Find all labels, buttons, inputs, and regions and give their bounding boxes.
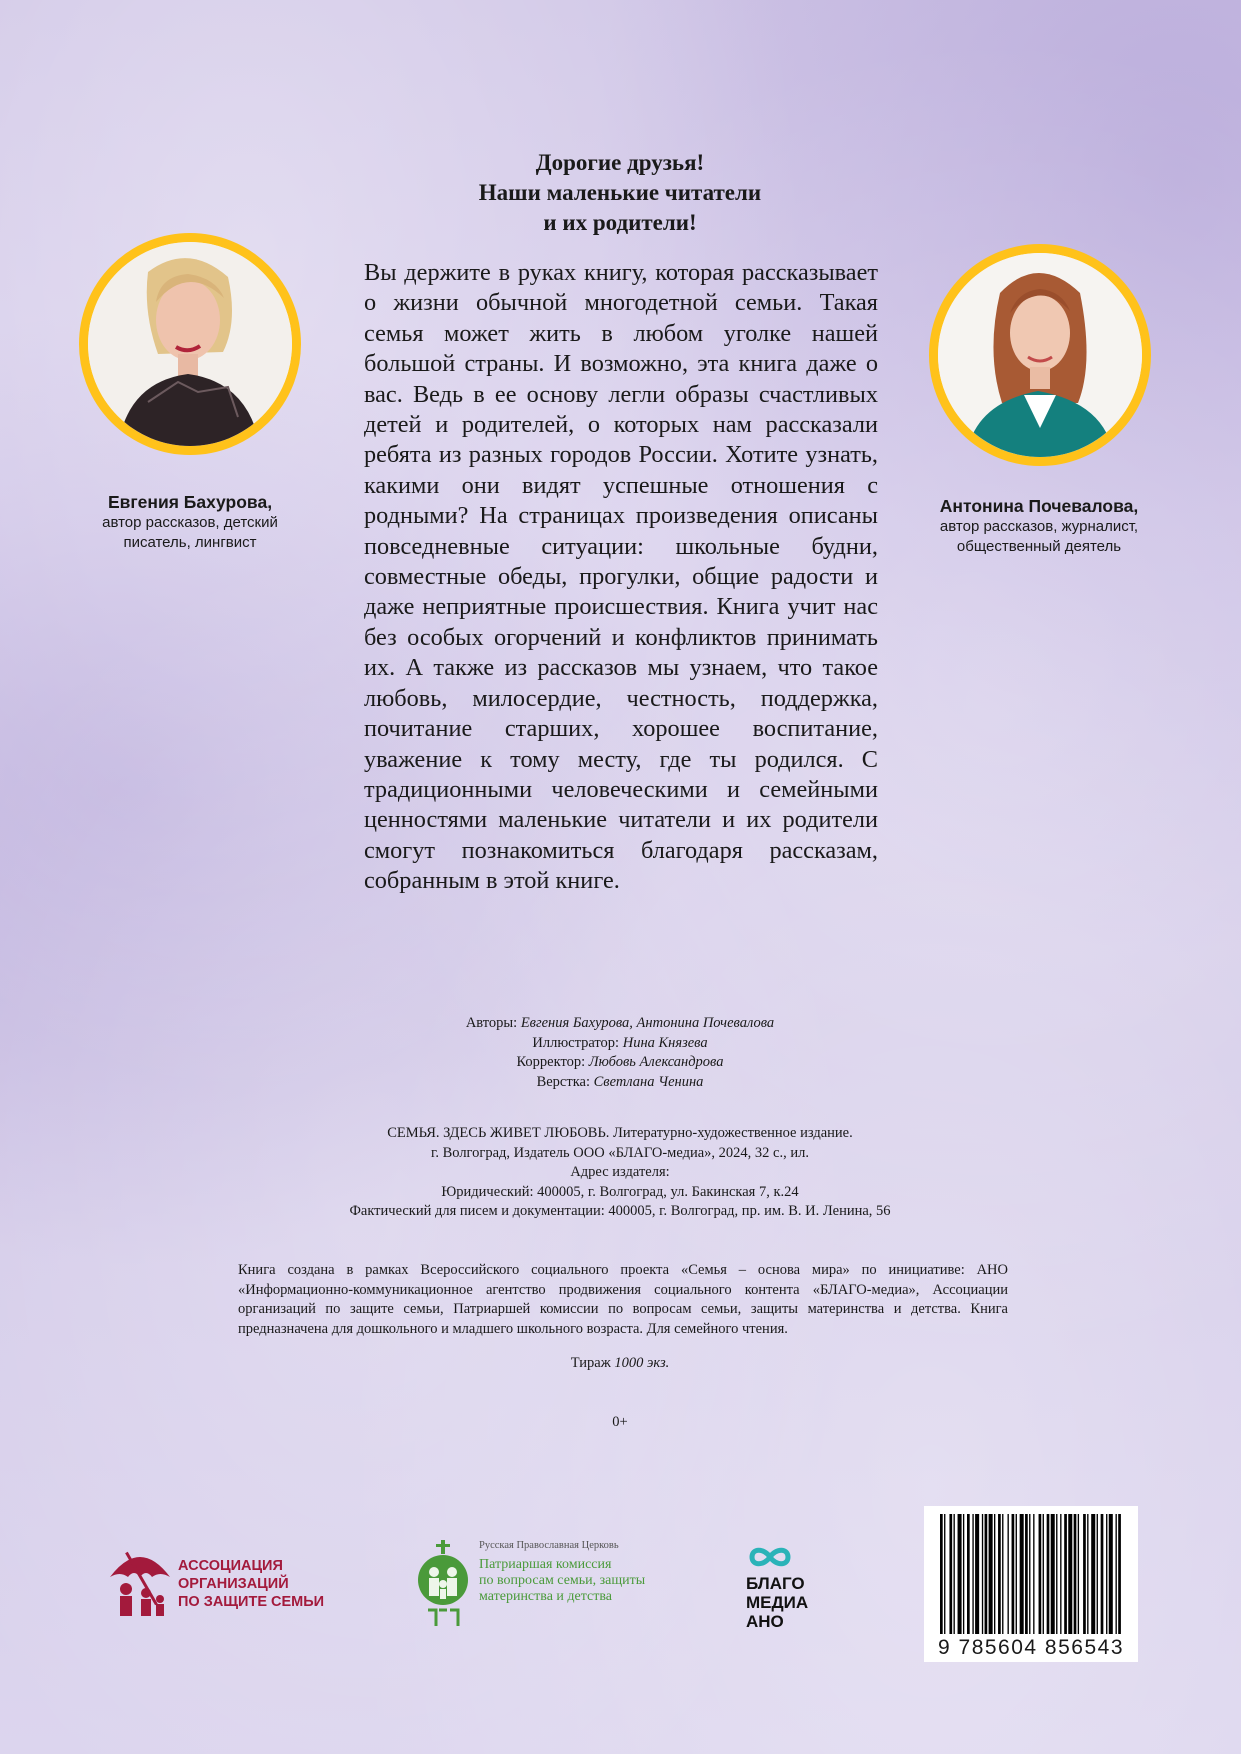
author-role: общественный деятель (956, 537, 1122, 555)
credit-line (320, 1053, 920, 1073)
author-name: Антонина Почевалова, (939, 496, 1139, 516)
credit-value: Любовь Александрова (588, 1054, 724, 1070)
association-name (178, 1557, 324, 1611)
author-name: Евгения Бахурова, (107, 492, 273, 512)
commission-name (479, 1557, 645, 1605)
credit-label: Верстка: (536, 1073, 594, 1090)
imprint-line: Адрес издателя: (570, 1164, 670, 1180)
commission-name-line: по вопросам семьи, защиты (479, 1573, 646, 1588)
blago-media-logo (744, 1544, 844, 1630)
commission-name-line: Патриаршая комиссия (479, 1557, 612, 1572)
credit-line (320, 1073, 920, 1093)
greeting-line-3: и их родители! (543, 210, 697, 235)
imprint-line: Юридический: 400005, г. Волгоград, ул. Бакинская 7, к.24 (441, 1183, 799, 1200)
credit-value: Евгения Бахурова, Антонина Почевалова (520, 1015, 775, 1031)
greeting-line-1: Дорогие друзья! (535, 150, 705, 175)
intro-paragraph: Вы держите в руках книгу, которая рассказывает о жизни обычной многодетной семьи. Такая семья может жить в любом уголке нашей большой страны. И возможно, эта книга даже о вас. Ведь в ее основу легли образы счастливых детей и родителей, о которых нам рассказали ребята из разных городов России. Хотите узнать, какими они видят успешные отношения с родными? На страницах произведения описаны повседневные ситуации: школьные будни, совместные обеды, прогулки, общие радости и даже неприятные происшествия. Книга учит нас без особых огорчений и конфликтов принимать их. А также из рассказов мы узнаем, что такое любовь, милосердие, честность, поддержка, почитание старших, хорошее воспитание, уважение к тому месту, где ты родился. С традиционными человеческими и семейными ценностями маленькие читатели и их родители смогут познакомиться благодаря рассказам, собранным в этой книге. (364, 259, 878, 895)
barcode-bars-icon (940, 1514, 1122, 1634)
commission-name-line: материнства и детства (479, 1589, 612, 1604)
imprint-block (270, 1124, 970, 1222)
patriarchal-commission-logo (414, 1540, 664, 1630)
greeting-line-2: Наши маленькие читатели (478, 180, 762, 205)
blago-name-line: БЛАГО (746, 1574, 805, 1593)
umbrella-family-icon (106, 1543, 174, 1619)
project-note: Книга создана в рамках Всероссийского социального проекта «Семья – основа мира» по инициативе: АНО «Информационно-коммуникационное агентство продвижения социального контента «БЛАГО-медиа», Ассоциации организаций по защите семьи, Патриаршей комиссии по вопросам семьи, защиты материнства и детства. Книга предназначена для дошкольного и младшего школьного возраста. Для семейного чтения. (238, 1262, 1008, 1337)
author-role: автор рассказов, детский (102, 514, 278, 531)
association-name-line: ОРГАНИЗАЦИЙ (178, 1576, 289, 1592)
author-photo-right (929, 244, 1151, 466)
isbn-barcode (924, 1506, 1138, 1662)
credit-label: Иллюстратор: (532, 1034, 623, 1051)
credits-block (320, 1014, 920, 1092)
credit-label: Корректор: (516, 1054, 589, 1070)
credit-value: Нина Князева (622, 1034, 708, 1051)
credit-value: Светлана Ченина (593, 1073, 704, 1090)
print-run (520, 1355, 720, 1372)
blago-name-line: МЕДИА (746, 1593, 809, 1612)
greeting-heading (370, 148, 870, 238)
author-role: автор рассказов, журналист, (939, 518, 1139, 535)
age-rating: 0+ (612, 1414, 628, 1430)
credit-line (320, 1014, 920, 1034)
author-caption-left (40, 491, 340, 552)
imprint-line: СЕМЬЯ. ЗДЕСЬ ЖИВЕТ ЛЮБОВЬ. Литературно-художественное издание. (387, 1125, 853, 1141)
portrait-woman-icon (938, 253, 1142, 457)
association-name-line: ПО ЗАЩИТЕ СЕМЬИ (178, 1594, 325, 1610)
association-logo (106, 1543, 326, 1619)
author-caption-right (889, 495, 1189, 556)
association-name-line: АССОЦИАЦИЯ (178, 1558, 283, 1574)
credit-label: Авторы: (465, 1015, 521, 1031)
credit-line (320, 1034, 920, 1054)
print-run-value: 1000 экз. (614, 1355, 670, 1371)
print-run-label: Тираж (570, 1355, 615, 1371)
blago-media-name (746, 1574, 808, 1631)
portrait-woman-icon (88, 242, 292, 446)
church-name: Русская Православная Церковь (479, 1540, 619, 1551)
imprint-line: Фактический для писем и документации: 400005, г. Волгоград, пр. им. В. И. Ленина, 56 (349, 1203, 891, 1219)
infinity-icon (746, 1544, 794, 1570)
author-photo-left (79, 233, 301, 455)
imprint-line: г. Волгоград, Издатель ООО «БЛАГО-медиа», 2024, 32 с., ил. (431, 1144, 809, 1161)
barcode-number: 9 785604 856543 (938, 1636, 1124, 1659)
church-family-emblem-icon (414, 1540, 472, 1628)
author-role: писатель, лингвист (123, 533, 257, 551)
blago-name-line: АНО (746, 1612, 784, 1631)
